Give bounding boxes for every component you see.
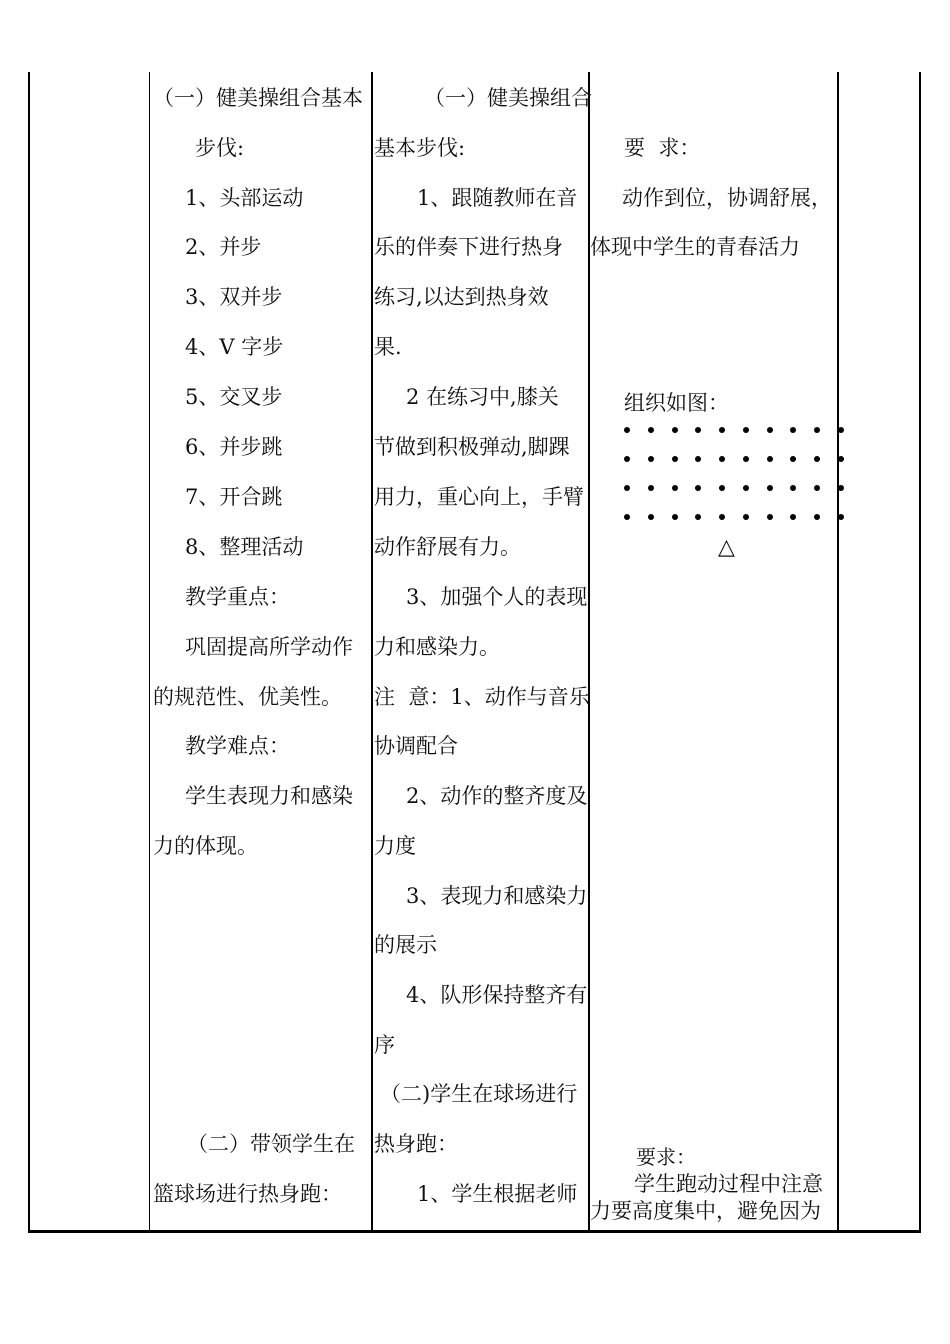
text-line: 步伐: — [195, 136, 245, 160]
organization-label: 组织如图： — [624, 391, 729, 415]
student-dot-icon — [838, 427, 844, 433]
text-line: 乐的伴奏下进行热身 — [374, 235, 563, 259]
formation-row — [624, 454, 844, 464]
student-dot-icon — [695, 485, 701, 491]
student-dot-icon — [672, 427, 678, 433]
table-border-left — [28, 72, 30, 1232]
student-dot-icon — [743, 485, 749, 491]
student-dot-icon — [624, 456, 630, 462]
student-dot-icon — [838, 514, 844, 520]
student-dot-icon — [719, 514, 725, 520]
student-dot-icon — [743, 427, 749, 433]
formation-row — [624, 512, 844, 522]
text-line: 动作舒展有力。 — [374, 535, 521, 559]
student-dot-icon — [743, 514, 749, 520]
formation-row — [624, 425, 844, 435]
text-line: 力的体现。 — [153, 834, 258, 858]
text-line: 用力，重心向上，手臂 — [374, 485, 584, 509]
text-line: 2、动作的整齐度及 — [406, 784, 588, 808]
student-dot-icon — [814, 427, 820, 433]
step-item: 3、双并步 — [185, 285, 283, 309]
section-heading: （一）健美操组合 — [424, 86, 592, 110]
text-line: 的规范性、优美性。 — [153, 685, 342, 709]
step-item: 1、头部运动 — [185, 186, 304, 210]
text-line: 1、跟随教师在音 — [417, 186, 578, 210]
text-line: 体现中学生的青春活力 — [590, 235, 800, 259]
student-dot-icon — [695, 456, 701, 462]
text-line: 节做到积极弹动,脚踝 — [374, 435, 570, 459]
step-item: 8、整理活动 — [185, 535, 304, 559]
student-dot-icon — [672, 456, 678, 462]
student-dot-icon — [624, 427, 630, 433]
attention-note: 注 意：1、动作与音乐 — [374, 685, 590, 709]
text-line: 序 — [374, 1033, 395, 1057]
key-point-label: 教学重点： — [185, 585, 290, 609]
section-heading: （二）带领学生在 — [187, 1132, 355, 1156]
text-line: 力和感染力。 — [374, 635, 500, 659]
requirements-label: 要 求： — [624, 136, 701, 160]
student-dot-icon — [719, 427, 725, 433]
student-dot-icon — [814, 485, 820, 491]
student-dot-icon — [767, 456, 773, 462]
student-dot-icon — [695, 514, 701, 520]
student-dot-icon — [838, 485, 844, 491]
text-line: 力要高度集中，避免因为 — [590, 1199, 821, 1223]
formation-row — [624, 483, 844, 493]
student-dot-icon — [767, 514, 773, 520]
text-line: 学生跑动过程中注意 — [634, 1172, 823, 1196]
text-line: 4、队形保持整齐有 — [406, 983, 588, 1007]
student-dot-icon — [767, 485, 773, 491]
text-line: 基本步伐: — [374, 136, 466, 160]
text-line: 协调配合 — [374, 734, 458, 758]
student-dot-icon — [648, 427, 654, 433]
student-dot-icon — [672, 514, 678, 520]
student-dot-icon — [814, 456, 820, 462]
student-dot-icon — [719, 485, 725, 491]
table-border-right — [919, 72, 921, 1232]
text-line: 热身跑： — [374, 1132, 458, 1156]
column-divider-2 — [371, 72, 373, 1232]
text-line: 的展示 — [374, 933, 437, 957]
section-heading: （一）健美操组合基本 — [153, 86, 363, 110]
student-dot-icon — [767, 427, 773, 433]
text-line: 力度 — [374, 834, 416, 858]
text-line: 巩固提高所学动作 — [185, 635, 353, 659]
student-dot-icon — [838, 456, 844, 462]
requirements-label: 要求： — [636, 1145, 696, 1169]
student-dot-icon — [790, 427, 796, 433]
column-divider-4 — [837, 72, 839, 1232]
student-dot-icon — [790, 456, 796, 462]
step-item: 2、并步 — [185, 235, 262, 259]
text-line: 1、学生根据老师 — [417, 1182, 578, 1206]
column-divider-1 — [149, 72, 150, 1232]
student-dot-icon — [624, 514, 630, 520]
teacher-position-icon: △ — [718, 535, 735, 560]
step-item: 7、开合跳 — [185, 485, 283, 509]
student-dot-icon — [814, 514, 820, 520]
text-line: 3、表现力和感染力 — [406, 884, 588, 908]
step-item: 4、V 字步 — [185, 335, 284, 359]
step-item: 6、并步跳 — [185, 435, 283, 459]
table-bottom-border — [28, 1230, 921, 1233]
student-dot-icon — [695, 427, 701, 433]
student-dot-icon — [719, 456, 725, 462]
text-line: 动作到位，协调舒展， — [622, 186, 832, 210]
step-item: 5、交叉步 — [185, 385, 283, 409]
student-dot-icon — [790, 514, 796, 520]
student-dot-icon — [648, 514, 654, 520]
student-dot-icon — [743, 456, 749, 462]
text-line: 3、加强个人的表现 — [406, 585, 588, 609]
text-line: 2 在练习中,膝关 — [406, 385, 559, 409]
student-dot-icon — [624, 485, 630, 491]
student-dot-icon — [648, 456, 654, 462]
student-dot-icon — [648, 485, 654, 491]
student-dot-icon — [790, 485, 796, 491]
section-heading: （二)学生在球场进行 — [380, 1082, 578, 1106]
text-line: 练习,以达到热身效 — [374, 285, 549, 309]
text-line: 果. — [374, 335, 402, 359]
difficulty-label: 教学难点： — [185, 734, 290, 758]
text-line: 篮球场进行热身跑： — [153, 1182, 342, 1206]
student-dot-icon — [672, 485, 678, 491]
text-line: 学生表现力和感染 — [185, 784, 353, 808]
